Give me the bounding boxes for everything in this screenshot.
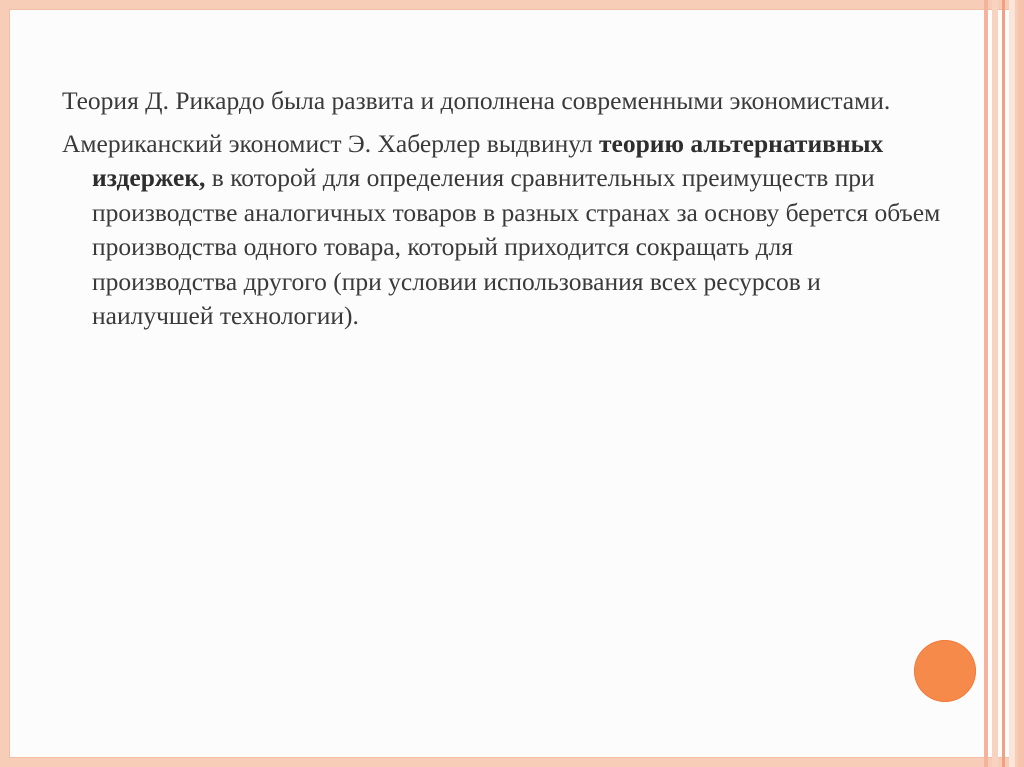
decorative-stripe — [1018, 0, 1024, 767]
slide-body — [62, 84, 942, 342]
paragraph-haberler-lead: Американский экономист Э. Хаберлер выдвинул — [62, 128, 599, 158]
paragraph-haberler-rest: в которой для определения сравнительных преимуществ при производстве аналогичных товаров в разных странах за основу берется объем производства одного товара, который приходится сокращать для производства другого (при условии использования всех ресурсов и наилучшей технологии). — [92, 163, 941, 330]
decorative-stripe — [984, 0, 988, 767]
accent-circle-icon — [914, 640, 976, 702]
paragraph-haberler — [62, 127, 942, 334]
decorative-stripe — [1002, 0, 1005, 767]
decorative-stripe — [992, 0, 998, 767]
decorative-stripe — [1009, 0, 1015, 767]
paragraph-haberler-term: теорию альтернативных издержек, — [92, 128, 884, 192]
paragraph-ricardo: Теория Д. Рикардо была развита и дополнена современными экономистами. — [62, 86, 891, 115]
